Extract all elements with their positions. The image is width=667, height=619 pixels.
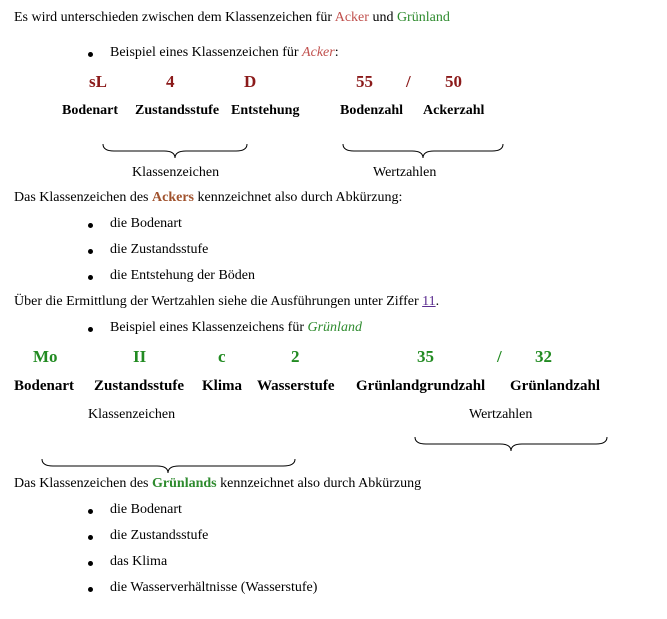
- brace-klassenzeichen: [102, 143, 248, 161]
- brace-wertzahlen-gruen: [414, 436, 608, 454]
- code-gruenlandgrundzahl: 35: [417, 347, 434, 366]
- bullet-dot: [88, 535, 93, 540]
- acker-desc: Das Klassenzeichen des Ackers kennzeichnet also durch Abkürzung:: [14, 190, 403, 205]
- bullet-dot: [88, 561, 93, 566]
- gruen-desc: Das Klassenzeichen des Grünlands kennzeichnet also durch Abkürzung: [14, 476, 422, 491]
- code-ackerzahl: 50: [445, 72, 462, 91]
- bullet-dot: [88, 327, 93, 332]
- acker-word: Acker: [334, 10, 369, 25]
- list-item: die Zustandsstufe: [110, 242, 209, 257]
- code-gruenlandzahl: 32: [535, 347, 552, 366]
- code-zustandsstufe-gruen: II: [133, 347, 147, 366]
- code-wasserstufe: 2: [291, 347, 300, 366]
- label-gruenlandgrundzahl: Grünlandgrundzahl: [356, 378, 486, 394]
- code-slash-gruen: /: [497, 347, 502, 366]
- label-entstehung: Entstehung: [231, 103, 300, 118]
- label-bodenart-gruen: Bodenart: [14, 378, 74, 394]
- code-slash: /: [406, 72, 411, 91]
- group-label-klassenzeichen-gruen: Klassenzeichen: [88, 407, 176, 422]
- label-wasserstufe: Wasserstufe: [257, 378, 335, 394]
- gruenlands-word: Grünlands: [152, 476, 217, 491]
- code-klima: c: [218, 347, 226, 366]
- list-item: die Wasserverhältnisse (Wasserstufe): [110, 580, 318, 595]
- code-bodenart: sL: [89, 72, 107, 91]
- bullet-dot: [88, 249, 93, 254]
- label-zustandsstufe: Zustandsstufe: [135, 103, 220, 118]
- label-bodenart: Bodenart: [62, 103, 118, 118]
- group-label-wertzahlen: Wertzahlen: [373, 165, 437, 180]
- bullet-dot: [88, 509, 93, 514]
- bullet-dot: [88, 587, 93, 592]
- acker-example-bullet: Beispiel eines Klassenzeichen für Acker:: [110, 45, 339, 60]
- brace-wertzahlen: [342, 143, 504, 161]
- list-item: die Bodenart: [110, 216, 182, 231]
- list-item: die Entstehung der Böden: [110, 268, 256, 283]
- bullet-dot: [88, 275, 93, 280]
- label-zustandsstufe-gruen: Zustandsstufe: [94, 378, 185, 394]
- gruenland-word: Grünland: [396, 10, 450, 25]
- list-item: das Klima: [110, 554, 168, 569]
- code-bodenart-gruen: Mo: [33, 347, 58, 366]
- label-gruenlandzahl: Grünlandzahl: [510, 378, 601, 394]
- gruen-example-bullet: Beispiel eines Klassenzeichens für Grünland: [110, 320, 362, 335]
- brace-klassenzeichen-gruen: [41, 458, 296, 476]
- ziffer-line: Über die Ermittlung der Wertzahlen siehe die Ausführungen unter Ziffer 11.: [14, 294, 440, 309]
- bullet-dot: [88, 223, 93, 228]
- bullet-dot: [88, 52, 93, 57]
- list-item: die Bodenart: [110, 502, 182, 517]
- code-bodenzahl: 55: [356, 72, 373, 91]
- code-zustandsstufe: 4: [166, 72, 175, 91]
- label-ackerzahl: Ackerzahl: [423, 103, 485, 118]
- label-klima: Klima: [202, 378, 242, 394]
- list-item: die Zustandsstufe: [110, 528, 209, 543]
- group-label-klassenzeichen: Klassenzeichen: [132, 165, 220, 180]
- ackers-word: Ackers: [152, 190, 195, 205]
- group-label-wertzahlen-gruen: Wertzahlen: [469, 407, 533, 422]
- label-bodenzahl: Bodenzahl: [340, 103, 404, 118]
- ziffer-link[interactable]: 11: [422, 294, 436, 309]
- intro-line: Es wird unterschieden zwischen dem Klassenzeichen für Acker und Grünland: [14, 10, 450, 25]
- code-entstehung: D: [244, 72, 257, 91]
